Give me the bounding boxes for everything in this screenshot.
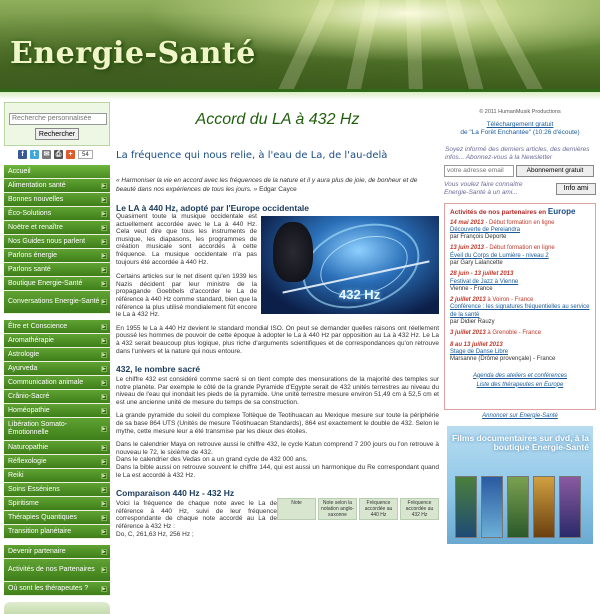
events-title-region: Europe xyxy=(547,206,576,216)
chevron-right-icon: ▶ xyxy=(102,210,106,217)
chevron-right-icon: ▶ xyxy=(102,323,106,330)
sidebar-item-label: Parlons énergie xyxy=(8,252,58,259)
chevron-right-icon: ▶ xyxy=(102,252,106,259)
event-date: 8 au 13 juillet 2013 xyxy=(450,341,503,348)
table-header-cell: Fréquence accordée au 432 Hz xyxy=(400,498,439,520)
sidebar-item-reflexologie[interactable] xyxy=(4,455,110,469)
sidebar-item-parlons-sante[interactable] xyxy=(4,263,110,277)
site-banner[interactable] xyxy=(0,0,600,92)
share-friend-text: Vous voulez faire connaître Energie-Santé à un ami... xyxy=(444,180,523,196)
email-field[interactable] xyxy=(444,165,514,177)
sidebar-item-label: Devenir partenaire xyxy=(8,548,66,555)
events-title-text: Activités de nos partenaires en xyxy=(450,208,547,216)
site-logo-title[interactable]: Energie-Santé xyxy=(10,36,256,71)
chevron-right-icon: ▶ xyxy=(102,585,106,592)
share-friend-row xyxy=(444,181,596,197)
sidebar-item-homeopathie[interactable] xyxy=(4,404,110,418)
sidebar-item-label: Astrologie xyxy=(8,351,40,358)
dvd-cover xyxy=(533,476,555,538)
sidebar-item-label: Transition planétaire xyxy=(8,528,72,535)
agenda-link[interactable]: Agenda des ateliers et conférences xyxy=(472,372,568,379)
chevron-right-icon: ▶ xyxy=(102,365,106,372)
dvd-cover xyxy=(507,476,529,538)
sidebar-item-noetre-et-renaitre[interactable] xyxy=(4,221,110,235)
chevron-right-icon: ▶ xyxy=(102,280,106,287)
chevron-right-icon: ▶ xyxy=(102,266,106,273)
sidebar-item-label: Parlons santé xyxy=(8,266,51,273)
chevron-right-icon: ▶ xyxy=(102,224,106,231)
chevron-right-icon: ▶ xyxy=(102,458,106,465)
chevron-right-icon: ▶ xyxy=(102,238,106,245)
event-item xyxy=(450,330,590,337)
event-item xyxy=(450,342,590,364)
sidebar-item-label: Crânio-Sacré xyxy=(8,393,50,400)
page-subtitle: La fréquence qui nous relie, à l'eau de La, de l'au-delà xyxy=(116,150,388,161)
event-date: 13 juin 2013 xyxy=(450,245,485,252)
sidebar-item-ayurveda[interactable] xyxy=(4,362,110,376)
paragraph: Voici la fréquence de chaque note avec le La de référence à 440 Hz, suivi de leur fréquence correspondante de chaque note accordé au La de référence à 432 Hz : xyxy=(116,500,277,530)
sidebar-item-label: Noëtre et renaître xyxy=(8,224,63,231)
sidebar-item-label: Alimentation santé xyxy=(8,182,66,189)
quote xyxy=(116,176,439,194)
sidebar-item-ou-sont-les-therapeutes[interactable] xyxy=(4,582,110,596)
paragraph: Dans la bible aussi on retrouve souvent le chiffre 144, qui est aussi un harmonique du Re correspondant quand le La est accordé à 432 Hz. xyxy=(116,464,439,479)
chevron-right-icon: ▶ xyxy=(102,444,106,451)
paragraph: Certains articles sur le net disent qu'en 1939 les Nazis décident par leur ministre de la propagande Goebbels d'accorder le La de référence à 440 Hz comme standard, bien que la référence la plus utilisé mondialement fût encore le La à 432 Hz. xyxy=(116,273,257,319)
event-title: - Début formation en ligne xyxy=(483,219,555,226)
sidebar-item-label: Où sont les thérapeutes ? xyxy=(8,585,89,592)
sidebar-item-naturopathie[interactable] xyxy=(4,441,110,455)
sidebar-item-eco-solutions[interactable] xyxy=(4,207,110,221)
share-count: 54 xyxy=(78,150,93,159)
sidebar-item-soins-esseniens[interactable] xyxy=(4,483,110,497)
event-date: 14 mai 2013 xyxy=(450,219,484,226)
chevron-right-icon: ▶ xyxy=(102,337,106,344)
info-friend-button[interactable]: Info ami xyxy=(556,183,596,195)
facebook-icon[interactable]: f xyxy=(18,150,27,159)
sidebar-item-alimentation-sante[interactable] xyxy=(4,179,110,193)
subscribe-button[interactable]: Abonnement gratuit xyxy=(516,165,594,177)
chevron-right-icon: ▶ xyxy=(102,528,106,535)
sidebar-item-bonnes-nouvelles[interactable] xyxy=(4,193,110,207)
sidebar-item-liberation-somato-emotionnelle[interactable] xyxy=(4,418,110,441)
sidebar-item-activites-de-nos-partenaires[interactable] xyxy=(4,559,110,582)
sidebar-item-label: Bonnes nouvelles xyxy=(8,196,64,203)
event-date: 3 juillet 2013 xyxy=(450,330,486,337)
paragraph: Le chiffre 432 est considéré comme sacré si on tient compte des mensurations de la majorité des temples sur notre planète. Par exemple le côté de la grande Pyramide d'Egypte serait de 432 unités terrestres au niveau du niveau de l'eau qui inondait les pieds de la pyramide. Une unité terrestre mesure environ 51,49 cm à 52,5 cm et est une ancienne unité de mesure du temps de sa construction. xyxy=(116,376,439,406)
sidebar-item-label: Soins Esséniens xyxy=(8,486,60,493)
chevron-right-icon: ▶ xyxy=(102,514,106,521)
chevron-right-icon: ▶ xyxy=(102,472,106,479)
sidebar-item-label: Reiki xyxy=(8,472,24,479)
chevron-right-icon: ▶ xyxy=(102,393,106,400)
music-credit: © 2011 HumanMusik Productions xyxy=(479,109,561,115)
sidebar-item-label: Conversations Energie-Santé xyxy=(8,298,100,305)
sidebar-item-label: Réflexologie xyxy=(8,458,47,465)
therapists-link[interactable]: Liste des thérapeutes en Europe xyxy=(476,381,564,388)
twitter-icon[interactable]: t xyxy=(30,150,39,159)
sidebar-item-therapies-quantiques[interactable] xyxy=(4,511,110,525)
sidebar-item-label: Communication animale xyxy=(8,379,84,386)
table-header-cell: Note selon la notation anglo-saxonne xyxy=(318,498,357,520)
sidebar-item-label: Accueil xyxy=(8,168,31,175)
paragraph: En 1955 le La à 440 Hz devient le standard mondial ISO. On peut se demander quelles raisons ont réellement poussé les hommes de pouvoir de cette époque à adopter le La à 440 Hz par opposition au La à 432 Hz. Le La à 432 serait beaucoup plus logique, plus riche d'arguments scientifiques et de correspondances qu'on retrouve dans l'univers et la nature qui nous entoure. xyxy=(116,324,439,355)
chevron-right-icon: ▶ xyxy=(102,379,106,386)
section-heading-comparison: Comparaison 440 Hz - 432 Hz xyxy=(116,488,235,499)
event-link[interactable]: Stage de Danse Libre xyxy=(450,348,509,355)
partner-events-box xyxy=(444,203,596,410)
chevron-right-icon: ▶ xyxy=(102,351,106,358)
sidebar-item-label: Boutique Energie-Santé xyxy=(8,280,83,287)
page-title: Accord du LA à 432 Hz xyxy=(195,111,360,128)
section-heading-432: 432, le nombre sacré xyxy=(116,364,201,375)
chevron-right-icon: ▶ xyxy=(102,548,106,555)
email-icon[interactable]: ✉ xyxy=(43,151,50,158)
table-header-cell: Note xyxy=(277,498,316,520)
event-title: - Début formation en ligne xyxy=(484,245,555,252)
sidebar-item-parlons-energie[interactable] xyxy=(4,249,110,263)
event-link[interactable]: Découverte de Pereiandra xyxy=(450,226,521,233)
partners-menu xyxy=(4,545,110,596)
violin-432hz-image xyxy=(261,216,439,314)
paragraph: La grande pyramide du soleil du complexe Toltèque de Teotihuacan au Mexique mesure sur toute la périphérie de sa base 864 UTS (Unités de mesure Téotihuacan Standards), 864 est exactement le double de 432. Selon le mythe, cette mesure leur a été transmise par les dieux des étoiles. xyxy=(116,412,439,435)
chevron-right-icon: ▶ xyxy=(102,567,106,573)
sidebar-item-cranio-sacre[interactable] xyxy=(4,390,110,404)
chevron-right-icon: ▶ xyxy=(102,196,106,203)
dvd-banner-text: Films documentaires sur dvd, à la boutique Energie-Santé xyxy=(452,432,589,452)
quote-author: Edgar Cayce xyxy=(259,186,297,193)
event-subtitle: Marsanne (Drôme provençale) - France xyxy=(450,356,556,363)
left-bottom-image xyxy=(4,602,110,614)
main-content xyxy=(116,102,439,538)
search-button[interactable]: Rechercher xyxy=(35,128,79,140)
dvd-cover xyxy=(559,476,581,538)
sidebar-item-label: Libération Somato-Émotionnelle xyxy=(8,421,68,436)
dvd-cover xyxy=(455,476,477,538)
sidebar-item-label: Éco-Solutions xyxy=(8,210,52,217)
event-item xyxy=(450,245,590,267)
sidebar-item-label: Être et Conscience xyxy=(8,323,68,330)
dvd-shop-banner[interactable] xyxy=(447,426,593,544)
sidebar-item-label: Thérapies Quantiques xyxy=(8,514,77,521)
sidebar-item-boutique-energie-sante[interactable] xyxy=(4,277,110,291)
event-item xyxy=(450,297,590,326)
section-heading-440: Le LA à 440 Hz, adopté par l'Europe occidentale xyxy=(116,203,310,213)
sidebar-item-label: Aromathérapie xyxy=(8,337,54,344)
event-item xyxy=(450,220,590,242)
chevron-right-icon: ▶ xyxy=(102,486,106,493)
search-input[interactable] xyxy=(9,113,107,125)
social-share-bar xyxy=(18,150,110,159)
right-sidebar xyxy=(444,102,596,544)
sidebar-item-astrologie[interactable] xyxy=(4,348,110,362)
dvd-cover xyxy=(481,476,503,538)
sidebar-item-label: Nos Guides nous parlent xyxy=(8,238,86,245)
print-icon[interactable]: ⎙ xyxy=(55,151,62,158)
events-title xyxy=(450,207,590,216)
primary-menu xyxy=(4,165,110,314)
therapies-menu xyxy=(4,320,110,539)
advertise-link[interactable]: Annoncer sur Energie-Santé xyxy=(482,412,558,419)
sidebar-item-spiritisme[interactable] xyxy=(4,497,110,511)
sidebar-item-label: Spiritisme xyxy=(8,500,39,507)
paragraph: Do, C, 261,63 Hz, 256 Hz ; xyxy=(116,530,194,538)
free-download-link[interactable]: Téléchargement gratuit xyxy=(486,121,554,128)
frequency-table-header xyxy=(277,498,439,520)
chevron-right-icon: ▶ xyxy=(102,407,106,414)
event-item xyxy=(450,271,590,293)
image-label: 432 Hz xyxy=(339,287,381,302)
event-link[interactable]: Éveil du Corps de Lumière - niveau 2 xyxy=(450,252,549,259)
table-header-cell: Fréquence accordée au 440 Hz xyxy=(359,498,398,520)
chevron-right-icon: ▶ xyxy=(102,500,106,507)
paragraph: Dans le calendrier Maya on retrouve aussi le chiffre 432, le cycle Katun comprend 7 200 jours ou l'on retrouve à nouveau le 72, le sixième de 432. xyxy=(116,441,439,456)
banner-strip xyxy=(0,92,600,100)
sidebar-item-communication-animale[interactable] xyxy=(4,376,110,390)
newsletter-text: Soyez informé des derniers articles, des dernières infos... Abonnez-vous à la Newsletter xyxy=(445,145,590,161)
sidebar-item-devenir-partenaire[interactable] xyxy=(4,545,110,559)
sidebar-item-label: Homéopathie xyxy=(8,407,50,414)
event-subtitle: par François Deporte xyxy=(450,234,507,241)
chevron-right-icon: ▶ xyxy=(102,426,106,432)
event-subtitle: par Didier Rauzy xyxy=(450,319,495,326)
event-link[interactable]: Festival de Jazz à Vienne xyxy=(450,278,519,285)
paragraph: Quasiment toute la musique occidentale est actuellement accordée avec le La à 440 Hz. Cela veut dire que tous les instruments de musique, les diapasons, les programmes de création musicale sont accordés à cette fréquence. La musique occidentale n'a pas toujours été accordée à 440 Hz. xyxy=(116,213,257,266)
sidebar-item-accueil[interactable] xyxy=(4,165,110,179)
event-date: 28 juin - 13 juillet 2013 xyxy=(450,271,514,278)
free-download-subtitle[interactable]: de "La Forêt Enchantée" (10:26 d'écoute) xyxy=(460,128,580,136)
sidebar-item-conversations-energie-sante[interactable] xyxy=(4,291,110,314)
event-subtitle: Vienne - France xyxy=(450,285,493,292)
sidebar-item-label: Activités de nos Partenaires xyxy=(8,566,95,573)
newsletter-form xyxy=(444,165,596,177)
sidebar-item-aromatherapie[interactable] xyxy=(4,334,110,348)
sidebar-item-nos-guides-nous-parlent[interactable] xyxy=(4,235,110,249)
share-icon[interactable]: + xyxy=(66,150,75,159)
chevron-right-icon: ▶ xyxy=(102,182,106,189)
sidebar-item-label: Naturopathie xyxy=(8,444,49,451)
sidebar-item-reiki[interactable] xyxy=(4,469,110,483)
sidebar-item-transition-planetaire[interactable] xyxy=(4,525,110,539)
sidebar-item-etre-et-conscience[interactable] xyxy=(4,320,110,334)
sidebar-item-label: Ayurveda xyxy=(8,365,38,372)
events-list xyxy=(450,220,590,364)
search-box xyxy=(4,102,110,146)
event-date: 2 juillet 2013 xyxy=(450,297,486,304)
event-title: à Voiron - France xyxy=(485,297,534,304)
event-title: à Grenoble - France xyxy=(485,330,542,337)
left-sidebar xyxy=(4,102,110,614)
paragraph: Dans le calendrier des Vedas on a un grand cycle de 432 000 ans. xyxy=(116,456,308,464)
quote-text: « Harmoniser la vie en accord avec les fréquences de la nature et il y aura plus de joie, de bonheur et de beauté dans nos expériences de tous les jours. » xyxy=(116,177,418,193)
event-link[interactable]: Conférence : les signatures fréquentielles au service de la santé xyxy=(450,304,590,318)
chevron-right-icon: ▶ xyxy=(102,299,106,305)
event-subtitle: par Gary Lalancette xyxy=(450,259,503,266)
